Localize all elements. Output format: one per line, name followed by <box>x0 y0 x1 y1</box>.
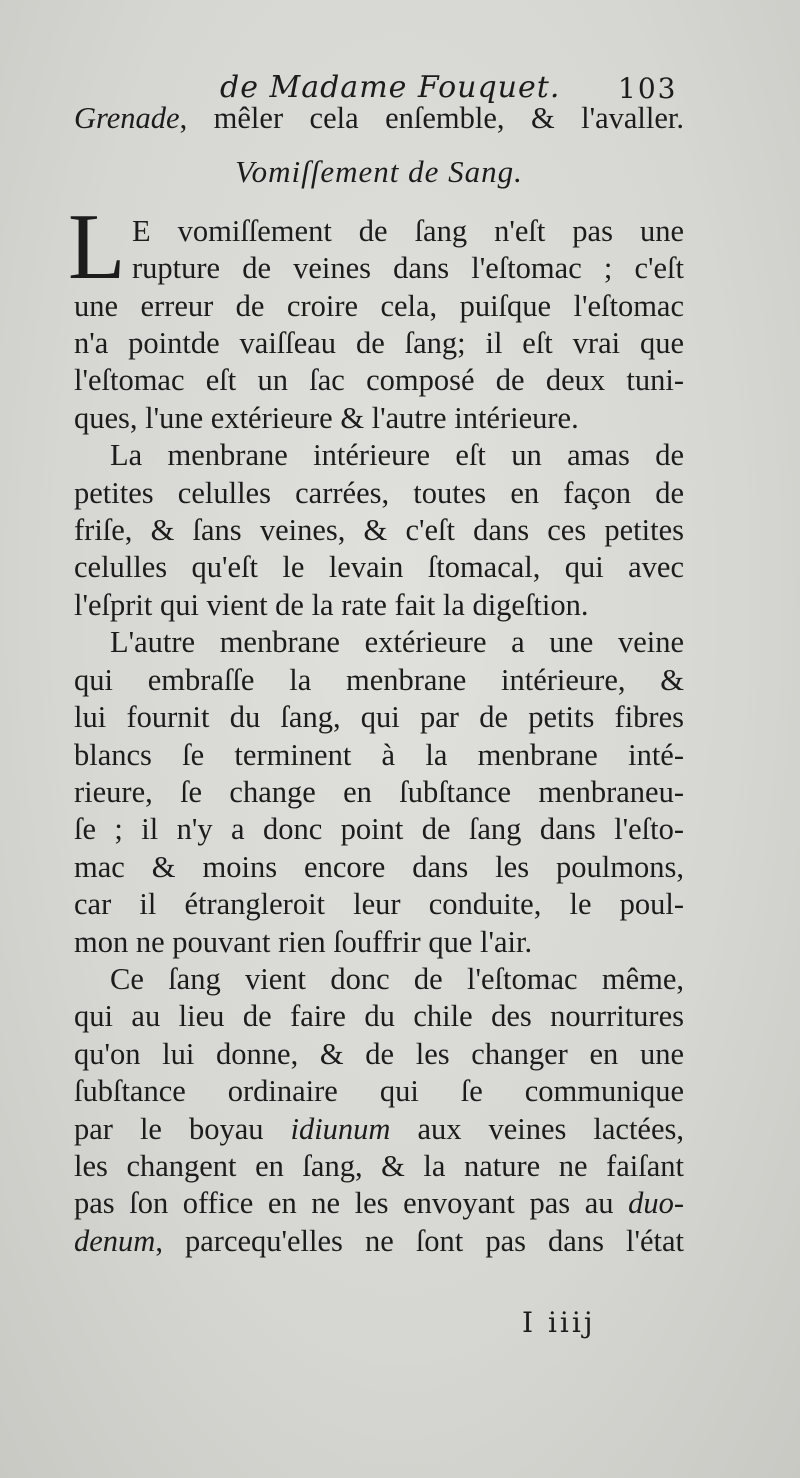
section-heading: Vomiſſement de Sang. <box>235 154 523 190</box>
line-text: , parcequ'elles ne ſont pas dans l'état <box>155 1223 684 1258</box>
text-line <box>74 100 684 137</box>
text-line: n'a pointde vaiſſeau de ſang; il eſt vrai que <box>74 326 684 361</box>
text-line: La menbrane intérieure eſt un amas de <box>110 438 684 473</box>
text-line <box>74 1223 684 1260</box>
text-line: l'eſprit qui vient de la rate fait la digeſtion. <box>74 587 589 622</box>
text-line: E vomiſſement de ſang n'eſt pas une <box>132 213 684 248</box>
text-line: petites celulles carrées, toutes en façon de <box>74 475 684 510</box>
text-line: lui fournit du ſang, qui par de petits fibres <box>74 700 684 735</box>
italic-word: Grenade <box>74 101 180 135</box>
text-line: qu'on lui donne, & de les changer en une <box>74 1036 684 1071</box>
text-line: qui embraſſe la menbrane intérieure, & <box>74 662 684 697</box>
text-line: rieure, ſe change en ſubſtance menbraneu- <box>74 774 684 809</box>
line-text: pas ſon office en ne les envoyant pas au <box>74 1186 629 1221</box>
text-line: celulles qu'eſt le levain ſtomacal, qui avec <box>74 550 684 585</box>
text-line: blancs ſe terminent à la menbrane inté- <box>74 737 684 772</box>
line-text: par le boyau <box>74 1111 291 1146</box>
text-line <box>74 1185 684 1222</box>
text-line: l'eſtomac eſt un ſac composé de deux tuni- <box>74 363 684 398</box>
paragraph-4 <box>74 961 684 1260</box>
text-line: qui au lieu de faire du chile des nourritures <box>74 999 684 1034</box>
text-line: rupture de veines dans l'eſtomac ; c'eſt <box>132 251 684 286</box>
text-line: ques, l'une extérieure & l'autre intérieure. <box>74 400 579 435</box>
text-line: car il étrangleroit leur conduite, le poul- <box>74 887 684 922</box>
text-line: les changent en ſang, & la nature ne faiſant <box>74 1148 684 1183</box>
line-text: aux veines lactées, <box>390 1111 685 1146</box>
line-text: , mêler cela enſemble, & l'avaller. <box>179 101 684 135</box>
text-line: mac & moins encore dans les poulmons, <box>74 849 684 884</box>
italic-word: duo- <box>628 1186 684 1221</box>
paragraph-2 <box>74 437 684 624</box>
text-line: une erreur de croire cela, puiſque l'eſtomac <box>74 288 684 323</box>
text-line: mon ne pouvant rien ſouffrir que l'air. <box>74 924 533 959</box>
drop-cap: L <box>68 194 126 299</box>
text-line: friſe, & ſans veines, & c'eſt dans ces petites <box>74 513 684 548</box>
text-line <box>74 1111 684 1148</box>
text-line: L'autre menbrane extérieure a une veine <box>110 625 684 660</box>
text-line: Ce ſang vient donc de l'eſtomac même, <box>110 961 684 996</box>
paragraph-1 <box>68 194 684 437</box>
page-number: 103 <box>618 72 678 105</box>
body-text <box>68 100 685 1260</box>
running-head: de Madame Fouquet. <box>220 70 561 105</box>
italic-word: idiunum <box>290 1111 391 1146</box>
paragraph-3 <box>74 624 684 961</box>
signature-mark: I iiij <box>522 1306 596 1339</box>
text-line: ſubſtance ordinaire qui ſe communique <box>74 1074 684 1109</box>
italic-word: denum <box>74 1223 156 1258</box>
text-line: ſe ; il n'y a donc point de ſang dans l'eſto- <box>74 812 684 847</box>
